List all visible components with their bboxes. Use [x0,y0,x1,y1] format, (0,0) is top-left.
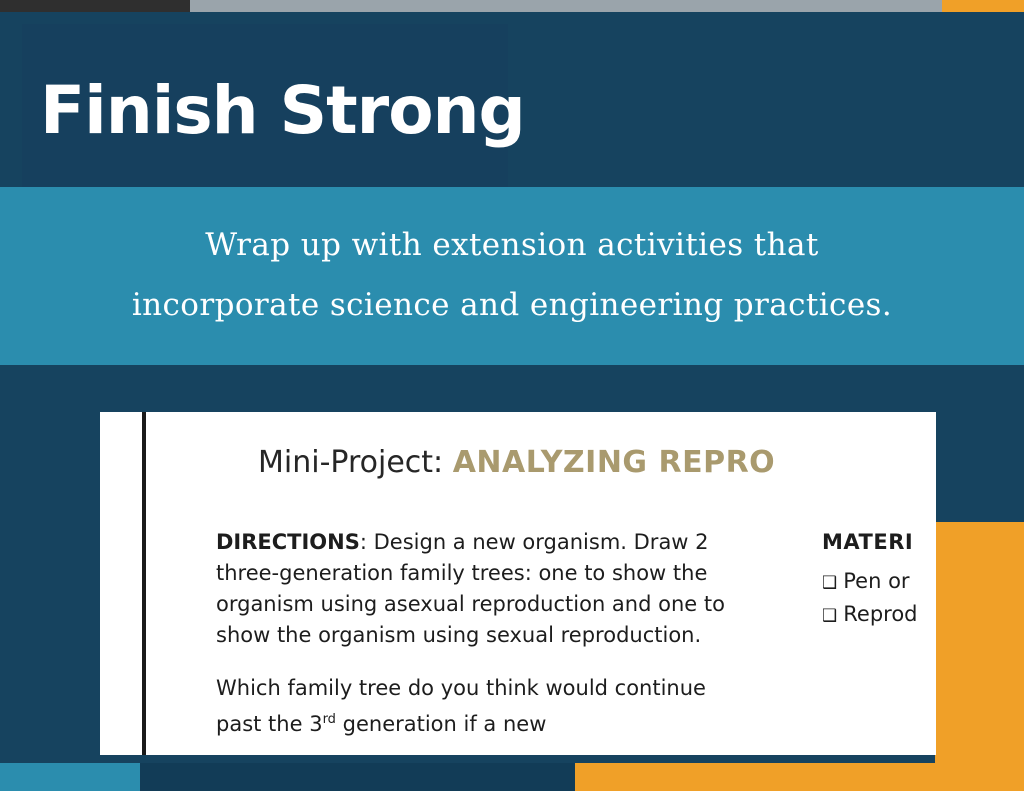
list-item [822,599,936,632]
worksheet-question-ordinal: rd [322,712,336,727]
right-orange-block [935,522,1024,791]
worksheet-directions [216,527,756,651]
top-orange-bar [942,0,1024,12]
worksheet-heading-label: Mini-Project: [258,445,444,480]
worksheet-body [216,527,756,740]
worksheet-question [216,673,756,740]
top-grey-bar [190,0,942,12]
material-label: Reprod [843,602,918,626]
list-item [822,566,936,599]
worksheet-materials-list [822,566,936,632]
bottom-teal-block [0,763,140,791]
worksheet-question-part2: generation if a new [335,712,547,736]
subtitle-line-2: incorporate science and engineering practices. [131,287,893,323]
worksheet-heading [258,445,775,480]
worksheet-directions-text: : Design a new organism. Draw 2 three-generation family trees: one to show the organism using asexual reproduction and one to show the organism using sexual reproduction. [216,530,725,647]
checkbox-icon: ❑ [822,573,838,593]
worksheet-materials-label: MATERI [822,530,914,554]
worksheet-materials [822,527,936,632]
worksheet-directions-label: DIRECTIONS [216,530,360,554]
worksheet-image [100,412,936,755]
worksheet-heading-title: ANALYZING REPRO [452,445,776,480]
bottom-navy-block [140,763,575,791]
subtitle [0,215,1024,335]
page-title: Finish Strong [40,72,525,149]
bottom-orange-bar [575,763,1024,791]
subtitle-line-1: Wrap up with extension activities that [205,227,819,263]
worksheet-question-part1: Which family tree do you think would continue past the 3 [216,676,706,736]
worksheet-margin-rule [142,412,146,755]
material-label: Pen or [843,569,910,593]
checkbox-icon: ❑ [822,606,838,626]
